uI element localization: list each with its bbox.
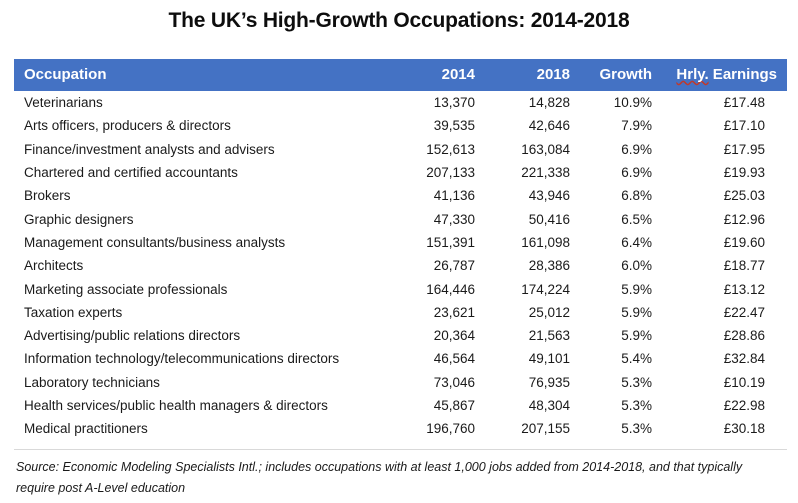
cell-2018: 28,386 — [528, 258, 570, 274]
table-row[interactable] — [14, 417, 787, 440]
cell-earnings: £13.12 — [723, 281, 765, 297]
column-header-2014[interactable]: 2014 — [441, 66, 475, 83]
table-row[interactable] — [14, 114, 787, 137]
cell-growth: 5.3% — [621, 398, 652, 413]
table-row[interactable] — [14, 254, 787, 277]
cell-2018: 50,416 — [528, 211, 570, 227]
cell-2014: 47,330 — [433, 211, 475, 227]
cell-2018: 25,012 — [528, 304, 570, 320]
column-header-earnings[interactable] — [672, 59, 787, 91]
cell-growth: 6.9% — [621, 141, 652, 157]
cell-2014: 164,446 — [426, 281, 475, 297]
cell-earnings: £17.95 — [723, 141, 765, 157]
cell-growth: 10.9% — [613, 95, 652, 111]
cell-earnings: £22.47 — [723, 304, 765, 320]
cell-growth: 5.9% — [621, 281, 652, 297]
cell-2014: 207,133 — [426, 165, 475, 181]
cell-2014: 46,564 — [433, 351, 475, 367]
cell-occupation: Finance/investment analysts and advisers — [24, 141, 275, 157]
cell-occupation: Health services/public health managers & directors — [24, 398, 328, 413]
table-row[interactable] — [14, 231, 787, 254]
table-row[interactable] — [14, 277, 787, 300]
cell-occupation: Laboratory technicians — [24, 374, 160, 390]
cell-2014: 196,760 — [426, 421, 475, 437]
cell-2018: 42,646 — [528, 118, 570, 134]
cell-2014: 41,136 — [433, 188, 475, 204]
cell-occupation: Information technology/telecommunications directors — [24, 351, 340, 367]
table-body — [14, 91, 787, 440]
cell-2018: 221,338 — [521, 165, 570, 181]
cell-2018: 207,155 — [521, 421, 570, 437]
column-header-occupation[interactable]: Occupation — [24, 66, 107, 83]
cell-growth: 5.9% — [621, 328, 652, 344]
cell-occupation: Chartered and certified accountants — [24, 165, 238, 181]
column-header-2018[interactable]: 2018 — [536, 66, 570, 83]
cell-growth: 6.8% — [621, 188, 652, 204]
cell-2018: 21,563 — [528, 328, 570, 344]
cell-2018: 14,828 — [528, 95, 570, 111]
cell-earnings: £28.86 — [723, 328, 765, 344]
cell-2018: 43,946 — [528, 188, 570, 204]
cell-2014: 26,787 — [433, 258, 475, 274]
cell-occupation: Management consultants/business analysts — [24, 234, 286, 250]
cell-occupation: Veterinarians — [24, 95, 103, 111]
cell-occupation: Medical practitioners — [24, 421, 148, 437]
cell-growth: 6.0% — [621, 258, 652, 274]
cell-earnings: £12.96 — [723, 211, 765, 227]
cell-2014: 13,370 — [433, 95, 475, 111]
column-header-growth[interactable]: Growth — [599, 66, 652, 83]
cell-2018: 161,098 — [521, 234, 570, 250]
page-title: The UK’s High-Growth Occupations: 2014-2018 — [168, 9, 630, 32]
footnote-divider — [14, 449, 787, 450]
cell-occupation: Arts officers, producers & directors — [24, 118, 231, 134]
table-row[interactable] — [14, 301, 787, 324]
cell-occupation: Marketing associate professionals — [24, 281, 228, 297]
cell-growth: 5.3% — [621, 374, 652, 390]
cell-2018: 49,101 — [528, 351, 570, 367]
column-header-earnings-rest: Earnings — [708, 66, 777, 83]
cell-2014: 39,535 — [433, 118, 475, 134]
cell-growth: 6.5% — [621, 211, 652, 227]
cell-growth: 5.9% — [621, 304, 652, 320]
occupations-table — [14, 59, 787, 440]
cell-occupation: Advertising/public relations directors — [24, 328, 241, 344]
cell-2014: 151,391 — [426, 234, 475, 250]
cell-earnings: £17.10 — [723, 118, 765, 134]
cell-growth: 6.4% — [621, 234, 652, 250]
table-row[interactable] — [14, 371, 787, 394]
cell-occupation: Brokers — [24, 188, 71, 204]
cell-growth: 7.9% — [621, 118, 652, 134]
table-header — [14, 59, 787, 91]
cell-earnings: £19.93 — [723, 165, 765, 181]
cell-2018: 174,224 — [521, 281, 570, 297]
cell-earnings: £30.18 — [723, 421, 765, 437]
cell-2018: 76,935 — [528, 374, 570, 390]
cell-earnings: £17.48 — [723, 95, 765, 111]
table-row[interactable] — [14, 347, 787, 370]
cell-growth: 6.9% — [621, 165, 652, 181]
table-row[interactable] — [14, 394, 787, 417]
cell-earnings: £22.98 — [723, 398, 765, 413]
table-row[interactable] — [14, 161, 787, 184]
cell-earnings: £25.03 — [723, 188, 765, 204]
cell-2014: 152,613 — [426, 141, 475, 157]
cell-occupation: Architects — [24, 258, 84, 274]
cell-growth: 5.4% — [621, 351, 652, 367]
cell-2014: 73,046 — [433, 374, 475, 390]
cell-2018: 163,084 — [521, 141, 570, 157]
table-row[interactable] — [14, 138, 787, 161]
cell-2018: 48,304 — [528, 398, 570, 413]
table-row[interactable] — [14, 91, 787, 114]
spellcheck-flagged-word: Hrly. — [676, 66, 709, 83]
table-header-row — [14, 59, 787, 91]
cell-2014: 23,621 — [433, 304, 475, 320]
cell-earnings: £32.84 — [723, 351, 765, 367]
cell-occupation: Graphic designers — [24, 211, 134, 227]
occupations-table-container — [14, 59, 787, 440]
cell-2014: 20,364 — [433, 328, 475, 344]
cell-occupation: Taxation experts — [24, 304, 123, 320]
cell-earnings: £19.60 — [723, 234, 765, 250]
source-note: Source: Economic Modeling Specialists Intl.; includes occupations with at least 1,000 jobs added from 2014-2018, and that typically require post A-Level education — [16, 460, 743, 495]
table-row[interactable] — [14, 207, 787, 230]
table-row[interactable] — [14, 184, 787, 207]
cell-earnings: £18.77 — [723, 258, 765, 274]
cell-2014: 45,867 — [433, 398, 475, 413]
table-row[interactable] — [14, 324, 787, 347]
cell-earnings: £10.19 — [723, 374, 765, 390]
cell-growth: 5.3% — [621, 421, 652, 437]
